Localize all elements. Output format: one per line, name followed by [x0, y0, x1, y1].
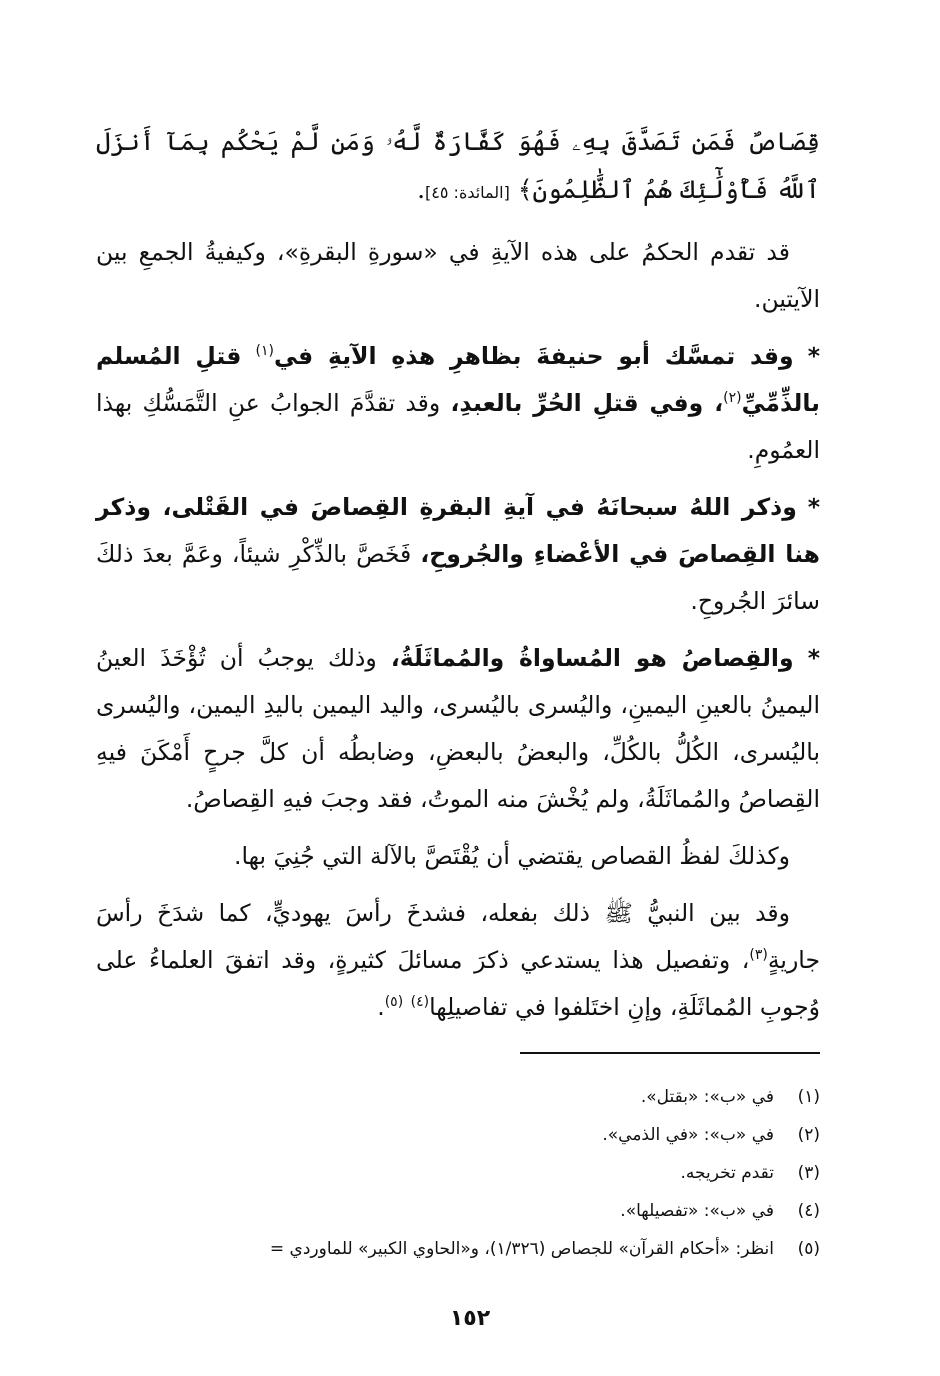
bullet-star: * [807, 644, 820, 672]
page-body [96, 118, 820, 1041]
footnote-number: (٢) [797, 1125, 820, 1145]
paragraph-4-normal: وذلك يوجبُ أن تُؤْخَذَ العينُ اليمينُ بالعينِ اليمينِ، واليُسرى باليُسرى، واليد اليمين باليدِ اليمين، واليُسرى باليُسرى، الكُلُّ بالكُلِّ، والبعضُ بالبعضِ، وضابطُه أن كلَّ جرحٍ أَمْكَنَ فيهِ القِصاصُ والمُماثَلَةُ، ولم يُخْشَ منه الموتُ، فقد وجبَ فيهِ القِصاصُ. [96, 644, 820, 813]
paragraph-6-part1: وقد بين النبيُّ ﷺ ذلك بفعله، فشدخَ رأسَ يهوديٍّ، كما شدَخَ رأسَ جاريةٍ [96, 899, 820, 974]
paragraph-2 [96, 333, 820, 474]
verse-end-mark: . [417, 175, 426, 204]
verse-text: قِصَاصٌ فَمَن تَصَدَّقَ بِهِۦ فَهُوَ كَفَّارَةٌ لَّهُۥ وَمَن لَّمْ يَحْكُم بِمَآ أَنزَلَ ٱللَّهُ فَأُوْلَٰٓئِكَ هُمُ ٱلظَّٰلِمُونَ﴾ [96, 127, 820, 204]
footnote-text: في «ب»: «في الذمي». [602, 1125, 774, 1145]
footnote-text: في «ب»: «بقتل». [640, 1087, 774, 1107]
bullet-star: * [807, 493, 820, 521]
paragraph-6-part2: ، وتفصيل هذا يستدعي ذكرَ مسائلَ كثيرةٍ، وقد اتفقَ العلماءُ على وُجوبِ المُماثَلَةِ، وإنِ اختَلفوا في تفاصيلِها [96, 946, 820, 1021]
paragraph-4 [96, 635, 820, 823]
paragraph-2-part2: قتلِ المُسلم بالذِّمِّيِّ [96, 342, 820, 417]
paragraph-3-normal: فَخَصَّ بالذِّكْرِ شيئاً، وعَمَّ بعدَ ذلكَ سائرَ الجُروحِ. [96, 540, 820, 615]
paragraph-4-bold: والقِصاصُ هو المُساواةُ والمُماثَلَةُ، [390, 644, 794, 672]
footnote-item [96, 1192, 820, 1230]
footnote-ref-5[interactable]: (٥) [384, 994, 404, 1011]
footnote-number: (١) [797, 1087, 820, 1107]
footnote-item [96, 1230, 820, 1268]
paragraph-3 [96, 484, 820, 625]
paragraph-1: قد تقدم الحكمُ على هذه الآيةِ في «سورةِ البقرةِ»، وكيفيةُ الجمعِ بين الآيتين. [96, 238, 820, 313]
footnote-item [96, 1078, 820, 1116]
footnote-ref-3[interactable]: (٣) [749, 947, 768, 964]
footnote-text: تقدم تخريجه. [680, 1163, 774, 1183]
bullet-star: * [807, 342, 820, 370]
footnote-ref-2[interactable]: (٢) [723, 390, 742, 407]
footnote-ref-1[interactable]: (١) [255, 343, 274, 360]
footnote-text: انظر: «أحكام القرآن» للجصاص (١/٣٢٦)، و«الحاوي الكبير» للماوردي = [269, 1239, 774, 1259]
footnote-item [96, 1116, 820, 1154]
footnote-item [96, 1154, 820, 1192]
paragraph-2-part4: وقد تقدَّمَ الجوابُ عنِ التَّمَسُّكِ بهذا العمُومِ. [96, 389, 820, 464]
footnote-ref-4[interactable]: (٤) [410, 994, 430, 1011]
paragraph-5: وكذلكَ لفظُ القصاص يقتضي أن يُقْتَصَّ بالآلة التي جُنِيَ بها. [234, 842, 790, 870]
paragraph-6-end: . [377, 993, 385, 1021]
paragraph-2-part1: وقد تمسَّك أبو حنيفةَ بظاهرِ هذهِ الآيةِ في [273, 342, 794, 370]
paragraph-3-bold: وذكر اللهُ سبحانَهُ في آيةِ البقرةِ القِصاصَ في القَتْلى، وذكر هنا القِصاصَ في الأعْضاءِ والجُروحِ، [96, 493, 820, 568]
footnote-separator [520, 1052, 820, 1054]
quran-verse [96, 118, 820, 217]
footnote-number: (٣) [797, 1163, 820, 1183]
page-number: ١٥٢ [449, 1306, 491, 1331]
footnote-number: (٤) [797, 1201, 820, 1221]
footnote-text: في «ب»: «تفصيلها». [620, 1201, 774, 1221]
verse-reference: [المائدة: ٤٥] [425, 183, 510, 202]
paragraph-2-part3: ، وفي قتلِ الحُرِّ بالعبدِ، [450, 389, 724, 417]
paragraph-6 [96, 890, 820, 1031]
footnotes [96, 1078, 820, 1268]
footnote-number: (٥) [797, 1239, 820, 1259]
